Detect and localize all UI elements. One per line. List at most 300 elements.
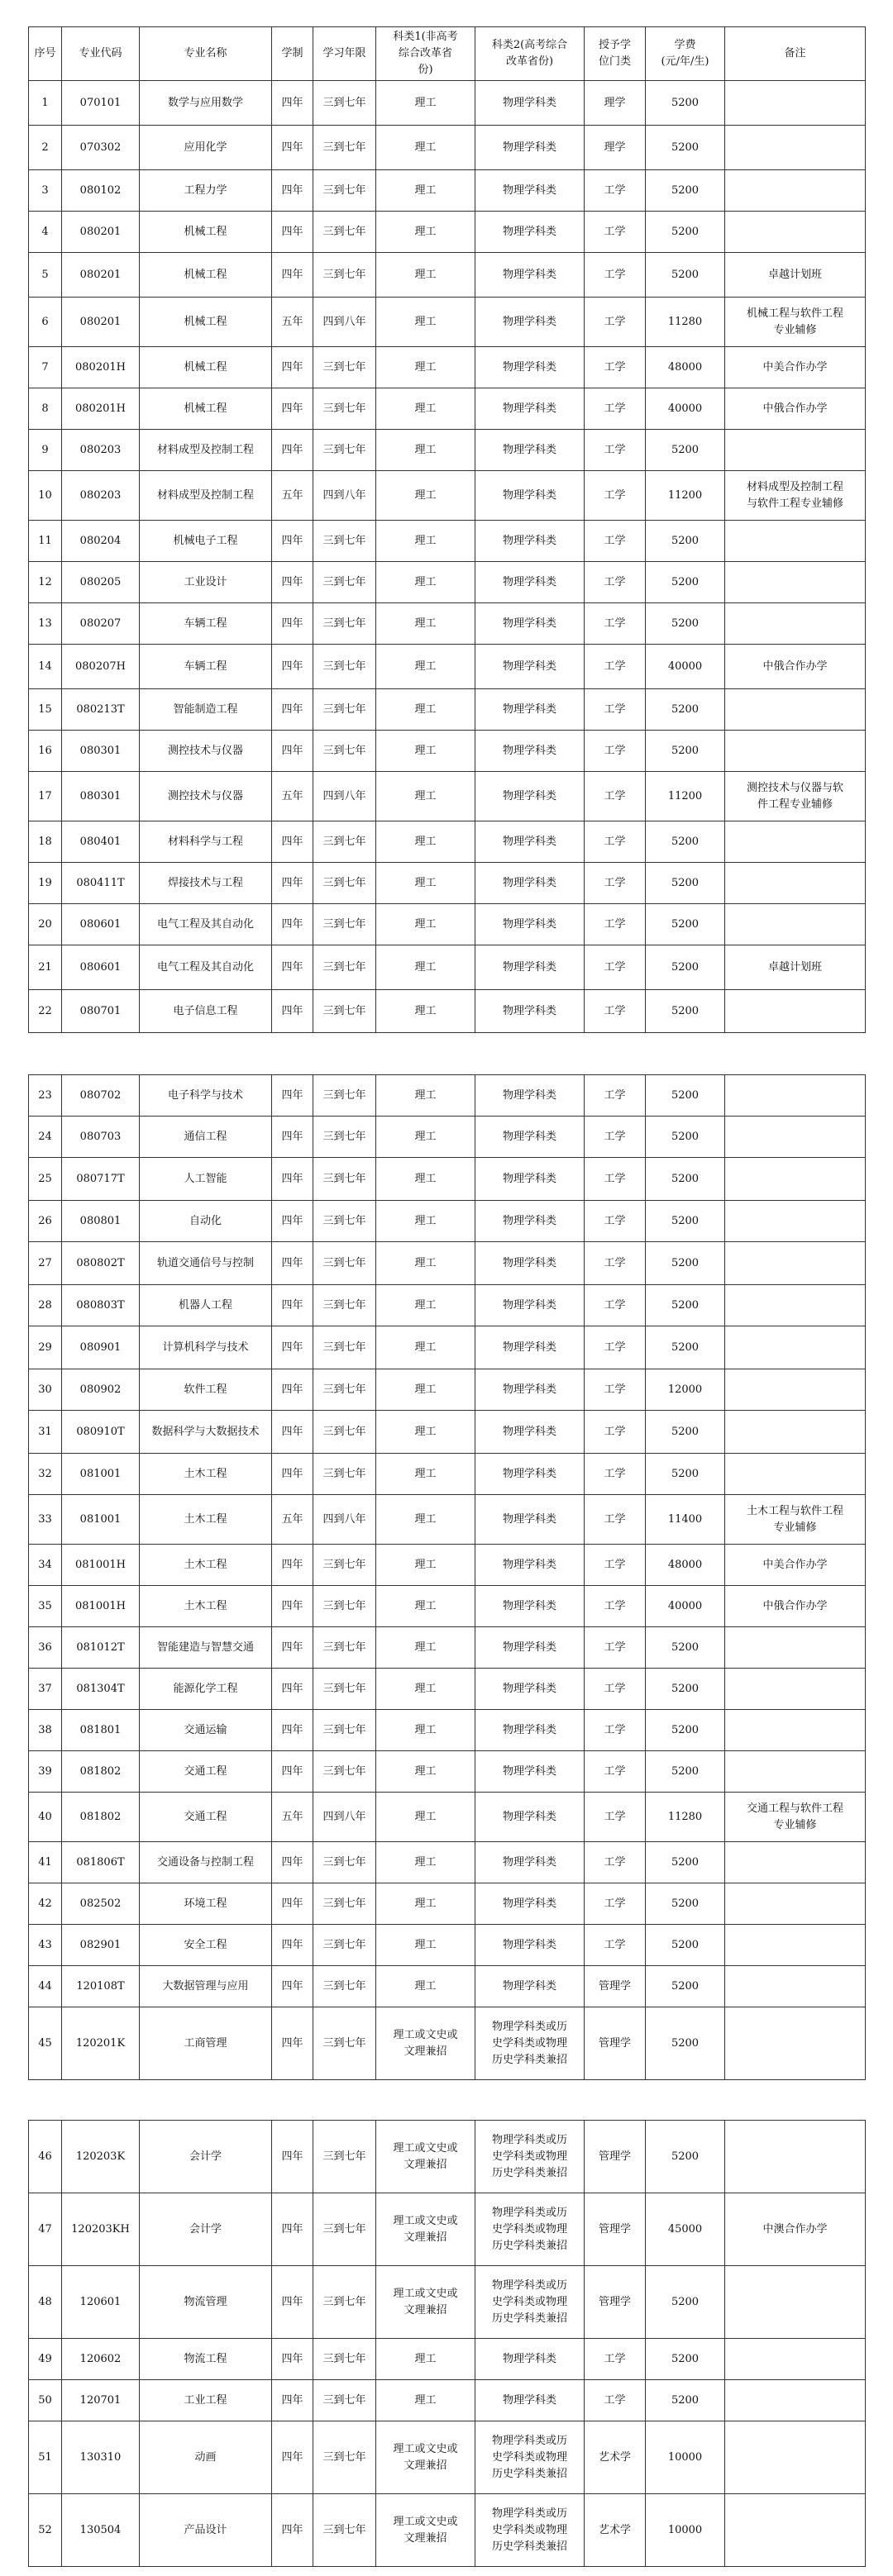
- cell-tuition: 10000: [646, 2421, 725, 2494]
- cell-duration: 四年: [272, 689, 313, 731]
- cell-major-code: 080702: [62, 1075, 140, 1117]
- cell-major-code: 080201H: [62, 388, 140, 430]
- cell-degree: 工学: [585, 1117, 646, 1158]
- cell-category-1: 理工: [376, 212, 475, 253]
- cell-category-1: 理工: [376, 1326, 475, 1369]
- cell-tuition: 5200: [646, 253, 725, 298]
- table-row: [29, 1627, 866, 1669]
- cell-degree: 工学: [585, 1751, 646, 1793]
- cell-tuition: 5200: [646, 1669, 725, 1710]
- cell-remark: [725, 1242, 866, 1285]
- cell-category-2: 物理学科类: [475, 1669, 585, 1710]
- cell-remark: [725, 1158, 866, 1201]
- cell-major-name: 土木工程: [140, 1495, 272, 1545]
- cell-degree: 工学: [585, 863, 646, 904]
- cell-major-code: 080703: [62, 1117, 140, 1158]
- cell-category-1: 理工: [376, 126, 475, 170]
- cell-degree: 工学: [585, 603, 646, 645]
- cell-tuition: 5200: [646, 170, 725, 212]
- cell-major-code: 120203KH: [62, 2193, 140, 2266]
- table-row: [29, 2494, 866, 2567]
- table-row: [29, 1842, 866, 1883]
- cell-category-1: 理工或文史或 文理兼招: [376, 2266, 475, 2339]
- cell-tuition: 5200: [646, 212, 725, 253]
- cell-duration: 四年: [272, 945, 313, 990]
- table-row: [29, 2266, 866, 2339]
- cell-category-1: 理工或文史或 文理兼招: [376, 2494, 475, 2567]
- cell-study-years: 三到七年: [313, 562, 376, 603]
- cell-category-2: 物理学科类: [475, 2339, 585, 2380]
- cell-degree: 工学: [585, 2380, 646, 2421]
- table-row: [29, 1586, 866, 1627]
- cell-seq: 29: [29, 1326, 62, 1369]
- table-row: [29, 212, 866, 253]
- cell-degree: 理学: [585, 126, 646, 170]
- cell-duration: 四年: [272, 1545, 313, 1586]
- cell-seq: 50: [29, 2380, 62, 2421]
- cell-major-code: 080301: [62, 772, 140, 821]
- cell-remark: [725, 212, 866, 253]
- cell-tuition: 5200: [646, 603, 725, 645]
- cell-major-name: 动画: [140, 2421, 272, 2494]
- cell-duration: 五年: [272, 772, 313, 821]
- cell-category-2: 物理学科类: [475, 1627, 585, 1669]
- table-row: [29, 1326, 866, 1369]
- cell-tuition: 5200: [646, 1925, 725, 1966]
- table-row: [29, 945, 866, 990]
- cell-degree: 工学: [585, 1669, 646, 1710]
- table-row: [29, 1793, 866, 1842]
- table-row: [29, 1710, 866, 1751]
- cell-duration: 四年: [272, 1710, 313, 1751]
- cell-category-2: 物理学科类: [475, 1326, 585, 1369]
- cell-category-2: 物理学科类: [475, 945, 585, 990]
- cell-duration: 四年: [272, 1586, 313, 1627]
- cell-major-code: 080601: [62, 945, 140, 990]
- cell-category-1: 理工或文史或 文理兼招: [376, 2421, 475, 2494]
- cell-major-name: 人工智能: [140, 1158, 272, 1201]
- cell-category-1: 理工: [376, 1242, 475, 1285]
- cell-seq: 30: [29, 1369, 62, 1411]
- cell-study-years: 三到七年: [313, 2266, 376, 2339]
- cell-degree: 工学: [585, 1627, 646, 1669]
- table-row: [29, 1925, 866, 1966]
- cell-category-2: 物理学科类或历 史学科类或物理 历史学科类兼招: [475, 2007, 585, 2080]
- cell-category-2: 物理学科类: [475, 388, 585, 430]
- cell-tuition: 5200: [646, 863, 725, 904]
- cell-degree: 工学: [585, 645, 646, 689]
- cell-major-code: 080901: [62, 1326, 140, 1369]
- cell-tuition: 5200: [646, 1411, 725, 1454]
- cell-seq: 3: [29, 170, 62, 212]
- cell-category-1: 理工或文史或 文理兼招: [376, 2007, 475, 2080]
- cell-study-years: 三到七年: [313, 2121, 376, 2193]
- cell-tuition: 5200: [646, 521, 725, 562]
- cell-category-2: 物理学科类: [475, 990, 585, 1033]
- cell-major-name: 自动化: [140, 1201, 272, 1242]
- cell-degree: 工学: [585, 1075, 646, 1117]
- cell-duration: 四年: [272, 821, 313, 863]
- cell-study-years: 三到七年: [313, 1454, 376, 1495]
- cell-remark: 中俄合作办学: [725, 388, 866, 430]
- cell-seq: 16: [29, 731, 62, 772]
- cell-remark: [725, 170, 866, 212]
- column-header-category-1: 科类1(非高考 综合改革省 份): [376, 27, 475, 81]
- cell-seq: 40: [29, 1793, 62, 1842]
- cell-seq: 33: [29, 1495, 62, 1545]
- cell-category-2: 物理学科类: [475, 689, 585, 731]
- cell-major-name: 物流工程: [140, 2339, 272, 2380]
- cell-degree: 工学: [585, 1454, 646, 1495]
- cell-remark: [725, 521, 866, 562]
- cell-major-name: 数学与应用数学: [140, 81, 272, 126]
- cell-major-name: 工业设计: [140, 562, 272, 603]
- cell-category-1: 理工: [376, 1285, 475, 1326]
- cell-category-1: 理工: [376, 1495, 475, 1545]
- cell-category-1: 理工: [376, 731, 475, 772]
- cell-major-name: 机械工程: [140, 298, 272, 347]
- cell-seq: 1: [29, 81, 62, 126]
- cell-remark: 中俄合作办学: [725, 645, 866, 689]
- cell-major-code: 080201: [62, 298, 140, 347]
- cell-category-2: 物理学科类: [475, 1411, 585, 1454]
- cell-degree: 管理学: [585, 2266, 646, 2339]
- table-row: [29, 1454, 866, 1495]
- cell-seq: 11: [29, 521, 62, 562]
- cell-study-years: 三到七年: [313, 1285, 376, 1326]
- cell-major-code: 081001H: [62, 1586, 140, 1627]
- cell-tuition: 48000: [646, 347, 725, 388]
- cell-degree: 工学: [585, 1285, 646, 1326]
- table-row: [29, 2007, 866, 2080]
- cell-tuition: 5200: [646, 731, 725, 772]
- cell-degree: 工学: [585, 821, 646, 863]
- cell-category-2: 物理学科类: [475, 521, 585, 562]
- cell-major-name: 应用化学: [140, 126, 272, 170]
- cell-major-code: 080203: [62, 471, 140, 521]
- cell-study-years: 三到七年: [313, 347, 376, 388]
- cell-major-name: 软件工程: [140, 1369, 272, 1411]
- cell-degree: 工学: [585, 1710, 646, 1751]
- cell-major-name: 材料成型及控制工程: [140, 471, 272, 521]
- cell-tuition: 5200: [646, 2121, 725, 2193]
- cell-degree: 工学: [585, 772, 646, 821]
- cell-major-code: 081801: [62, 1710, 140, 1751]
- table-row: [29, 904, 866, 945]
- cell-duration: 四年: [272, 1627, 313, 1669]
- cell-major-code: 082901: [62, 1925, 140, 1966]
- cell-seq: 8: [29, 388, 62, 430]
- cell-category-1: 理工: [376, 1411, 475, 1454]
- cell-category-1: 理工: [376, 945, 475, 990]
- cell-remark: [725, 2421, 866, 2494]
- cell-remark: [725, 821, 866, 863]
- cell-duration: 四年: [272, 388, 313, 430]
- cell-remark: [725, 2494, 866, 2567]
- cell-seq: 24: [29, 1117, 62, 1158]
- cell-seq: 44: [29, 1966, 62, 2007]
- column-header-duration: 学制: [272, 27, 313, 81]
- cell-seq: 12: [29, 562, 62, 603]
- cell-category-1: 理工或文史或 文理兼招: [376, 2193, 475, 2266]
- cell-category-1: 理工: [376, 603, 475, 645]
- cell-study-years: 三到七年: [313, 2007, 376, 2080]
- cell-category-1: 理工: [376, 689, 475, 731]
- cell-study-years: 三到七年: [313, 212, 376, 253]
- cell-degree: 工学: [585, 1586, 646, 1627]
- cell-category-1: 理工: [376, 1793, 475, 1842]
- cell-category-2: 物理学科类或历 史学科类或物理 历史学科类兼招: [475, 2421, 585, 2494]
- cell-study-years: 三到七年: [313, 904, 376, 945]
- cell-seq: 48: [29, 2266, 62, 2339]
- cell-degree: 工学: [585, 471, 646, 521]
- cell-category-2: 物理学科类: [475, 1454, 585, 1495]
- cell-major-code: 081802: [62, 1793, 140, 1842]
- cell-category-2: 物理学科类: [475, 170, 585, 212]
- cell-degree: 工学: [585, 388, 646, 430]
- cell-category-2: 物理学科类: [475, 1201, 585, 1242]
- cell-tuition: 5200: [646, 1842, 725, 1883]
- cell-tuition: 12000: [646, 1369, 725, 1411]
- cell-seq: 28: [29, 1285, 62, 1326]
- cell-remark: [725, 1411, 866, 1454]
- cell-remark: [725, 1075, 866, 1117]
- cell-tuition: 5200: [646, 945, 725, 990]
- cell-major-name: 材料科学与工程: [140, 821, 272, 863]
- cell-major-name: 大数据管理与应用: [140, 1966, 272, 2007]
- cell-major-name: 计算机科学与技术: [140, 1326, 272, 1369]
- cell-degree: 艺术学: [585, 2421, 646, 2494]
- cell-seq: 9: [29, 430, 62, 471]
- cell-major-code: 130310: [62, 2421, 140, 2494]
- cell-category-1: 理工: [376, 1075, 475, 1117]
- cell-degree: 工学: [585, 562, 646, 603]
- table-row: [29, 2380, 866, 2421]
- cell-degree: 艺术学: [585, 2494, 646, 2567]
- cell-study-years: 三到七年: [313, 731, 376, 772]
- cell-category-2: 物理学科类: [475, 1793, 585, 1842]
- cell-degree: 工学: [585, 1793, 646, 1842]
- cell-major-name: 环境工程: [140, 1883, 272, 1925]
- cell-seq: 41: [29, 1842, 62, 1883]
- cell-degree: 工学: [585, 1201, 646, 1242]
- cell-major-name: 土木工程: [140, 1545, 272, 1586]
- cell-category-1: 理工: [376, 1158, 475, 1201]
- cell-major-code: 081012T: [62, 1627, 140, 1669]
- cell-tuition: 5200: [646, 2007, 725, 2080]
- cell-study-years: 三到七年: [313, 1075, 376, 1117]
- cell-tuition: 40000: [646, 1586, 725, 1627]
- cell-duration: 四年: [272, 253, 313, 298]
- cell-study-years: 三到七年: [313, 2380, 376, 2421]
- cell-tuition: 5200: [646, 1075, 725, 1117]
- cell-tuition: 5200: [646, 1710, 725, 1751]
- cell-category-2: 物理学科类: [475, 1586, 585, 1627]
- cell-remark: [725, 1842, 866, 1883]
- cell-degree: 工学: [585, 2339, 646, 2380]
- cell-duration: 四年: [272, 1925, 313, 1966]
- cell-remark: [725, 1669, 866, 1710]
- cell-duration: 四年: [272, 1201, 313, 1242]
- cell-tuition: 5200: [646, 1966, 725, 2007]
- cell-category-2: 物理学科类: [475, 298, 585, 347]
- cell-remark: 机械工程与软件工程 专业辅修: [725, 298, 866, 347]
- cell-duration: 四年: [272, 1669, 313, 1710]
- cell-major-name: 交通工程: [140, 1751, 272, 1793]
- cell-tuition: 5200: [646, 126, 725, 170]
- cell-duration: 五年: [272, 471, 313, 521]
- cell-study-years: 三到七年: [313, 1751, 376, 1793]
- cell-study-years: 三到七年: [313, 1627, 376, 1669]
- cell-major-code: 080301: [62, 731, 140, 772]
- cell-study-years: 三到七年: [313, 2339, 376, 2380]
- cell-study-years: 三到七年: [313, 430, 376, 471]
- cell-category-2: 物理学科类: [475, 1285, 585, 1326]
- cell-seq: 25: [29, 1158, 62, 1201]
- cell-major-name: 交通工程: [140, 1793, 272, 1842]
- cell-seq: 27: [29, 1242, 62, 1285]
- cell-seq: 49: [29, 2339, 62, 2380]
- cell-category-2: 物理学科类或历 史学科类或物理 历史学科类兼招: [475, 2494, 585, 2567]
- cell-major-code: 080201H: [62, 347, 140, 388]
- cell-major-name: 交通设备与控制工程: [140, 1842, 272, 1883]
- cell-major-code: 080803T: [62, 1285, 140, 1326]
- table-row: [29, 1075, 866, 1117]
- table-row: [29, 1495, 866, 1545]
- cell-study-years: 三到七年: [313, 1158, 376, 1201]
- cell-major-code: 080717T: [62, 1158, 140, 1201]
- cell-major-name: 车辆工程: [140, 645, 272, 689]
- cell-duration: 四年: [272, 1454, 313, 1495]
- cell-duration: 四年: [272, 1842, 313, 1883]
- cell-degree: 工学: [585, 1842, 646, 1883]
- cell-tuition: 5200: [646, 2339, 725, 2380]
- cell-degree: 管理学: [585, 2193, 646, 2266]
- cell-category-2: 物理学科类: [475, 562, 585, 603]
- majors-table-section-3: [28, 2120, 866, 2567]
- cell-degree: 工学: [585, 1369, 646, 1411]
- cell-tuition: 11200: [646, 471, 725, 521]
- table-row: [29, 1883, 866, 1925]
- cell-degree: 工学: [585, 990, 646, 1033]
- cell-remark: [725, 2380, 866, 2421]
- cell-study-years: 三到七年: [313, 1966, 376, 2007]
- cell-remark: [725, 1369, 866, 1411]
- cell-seq: 47: [29, 2193, 62, 2266]
- cell-degree: 管理学: [585, 2007, 646, 2080]
- cell-study-years: 三到七年: [313, 1842, 376, 1883]
- cell-category-2: 物理学科类: [475, 1883, 585, 1925]
- table-row: [29, 1669, 866, 1710]
- cell-study-years: 三到七年: [313, 645, 376, 689]
- cell-category-1: 理工: [376, 1669, 475, 1710]
- cell-major-name: 智能建造与智慧交通: [140, 1627, 272, 1669]
- cell-degree: 工学: [585, 731, 646, 772]
- cell-remark: [725, 81, 866, 126]
- cell-major-code: 082502: [62, 1883, 140, 1925]
- cell-tuition: 5200: [646, 821, 725, 863]
- cell-seq: 17: [29, 772, 62, 821]
- cell-major-name: 测控技术与仪器: [140, 731, 272, 772]
- cell-major-name: 智能制造工程: [140, 689, 272, 731]
- column-header-major-code: 专业代码: [62, 27, 140, 81]
- cell-remark: 卓越计划班: [725, 253, 866, 298]
- cell-category-1: 理工: [376, 821, 475, 863]
- cell-study-years: 三到七年: [313, 1117, 376, 1158]
- table-row: [29, 689, 866, 731]
- cell-major-name: 材料成型及控制工程: [140, 430, 272, 471]
- cell-category-2: 物理学科类: [475, 253, 585, 298]
- cell-duration: 四年: [272, 1158, 313, 1201]
- cell-category-2: 物理学科类: [475, 1495, 585, 1545]
- cell-tuition: 5200: [646, 689, 725, 731]
- cell-study-years: 三到七年: [313, 990, 376, 1033]
- cell-degree: 工学: [585, 1545, 646, 1586]
- cell-duration: 四年: [272, 2380, 313, 2421]
- cell-remark: 中美合作办学: [725, 1545, 866, 1586]
- cell-major-code: 120601: [62, 2266, 140, 2339]
- table-row: [29, 2121, 866, 2193]
- cell-study-years: 三到七年: [313, 1925, 376, 1966]
- cell-remark: [725, 689, 866, 731]
- cell-major-code: 080102: [62, 170, 140, 212]
- cell-category-2: 物理学科类: [475, 772, 585, 821]
- cell-tuition: 11400: [646, 1495, 725, 1545]
- cell-major-code: 081802: [62, 1751, 140, 1793]
- cell-category-2: 物理学科类: [475, 1545, 585, 1586]
- cell-major-code: 120203K: [62, 2121, 140, 2193]
- cell-category-1: 理工: [376, 1454, 475, 1495]
- cell-seq: 42: [29, 1883, 62, 1925]
- cell-degree: 工学: [585, 945, 646, 990]
- table-row: [29, 1751, 866, 1793]
- cell-major-code: 080902: [62, 1369, 140, 1411]
- cell-seq: 34: [29, 1545, 62, 1586]
- cell-major-name: 轨道交通信号与控制: [140, 1242, 272, 1285]
- cell-remark: 中澳合作办学: [725, 2193, 866, 2266]
- cell-category-1: 理工: [376, 1966, 475, 2007]
- cell-major-name: 通信工程: [140, 1117, 272, 1158]
- cell-category-1: 理工: [376, 170, 475, 212]
- cell-remark: [725, 1751, 866, 1793]
- cell-seq: 2: [29, 126, 62, 170]
- cell-seq: 13: [29, 603, 62, 645]
- cell-category-1: 理工或文史或 文理兼招: [376, 2121, 475, 2193]
- cell-tuition: 5200: [646, 1751, 725, 1793]
- cell-major-name: 电子信息工程: [140, 990, 272, 1033]
- cell-major-name: 机械工程: [140, 388, 272, 430]
- cell-study-years: 三到七年: [313, 2421, 376, 2494]
- cell-category-1: 理工: [376, 471, 475, 521]
- cell-major-name: 物流管理: [140, 2266, 272, 2339]
- table-row: [29, 1285, 866, 1326]
- cell-tuition: 5200: [646, 2380, 725, 2421]
- cell-remark: [725, 863, 866, 904]
- cell-degree: 工学: [585, 1495, 646, 1545]
- cell-remark: [725, 1201, 866, 1242]
- cell-remark: 中俄合作办学: [725, 1586, 866, 1627]
- cell-category-2: 物理学科类: [475, 471, 585, 521]
- cell-seq: 5: [29, 253, 62, 298]
- cell-remark: 交通工程与软件工程 专业辅修: [725, 1793, 866, 1842]
- cell-category-1: 理工: [376, 1201, 475, 1242]
- cell-duration: 四年: [272, 1242, 313, 1285]
- cell-tuition: 5200: [646, 430, 725, 471]
- cell-remark: [725, 1966, 866, 2007]
- cell-category-2: 物理学科类: [475, 1751, 585, 1793]
- cell-category-1: 理工: [376, 1627, 475, 1669]
- cell-major-code: 080802T: [62, 1242, 140, 1285]
